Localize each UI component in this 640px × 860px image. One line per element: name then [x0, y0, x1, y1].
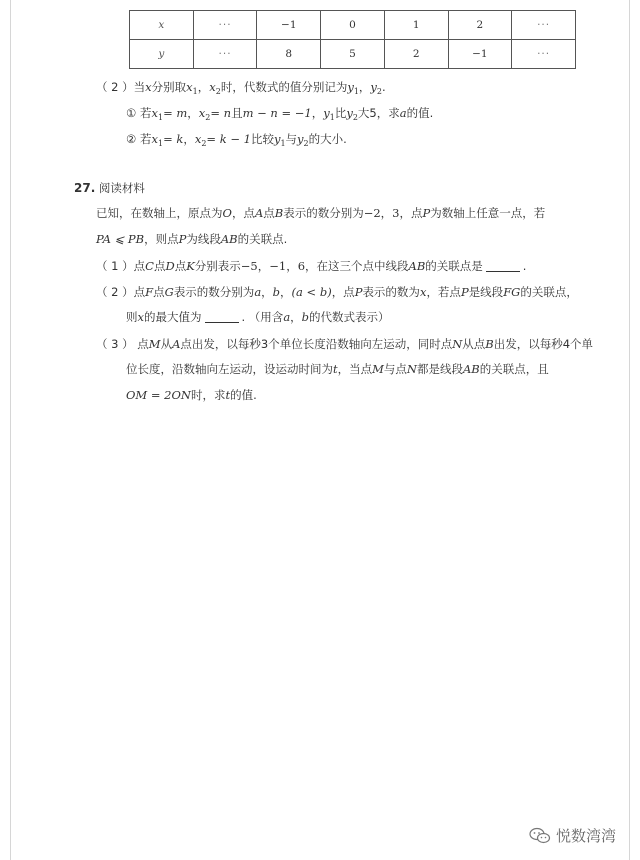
table-cell: x: [130, 11, 194, 40]
value-table: [129, 10, 576, 69]
q27-heading: [74, 180, 145, 196]
watermark-text: 悦数湾湾: [555, 827, 616, 845]
table-cell: 8: [257, 40, 321, 69]
table-cell: ···: [193, 40, 257, 69]
question-title: 阅读材料: [98, 181, 145, 195]
question-number: 27.: [74, 181, 96, 195]
table-cell: 0: [321, 11, 385, 40]
q27-part1: （ 1 ）点C点D点K分别表示−5，−1，6，在这三个点中线段AB的关联点是 .: [96, 259, 527, 273]
q27-part3: （ 3 ） 点M从A点出发，以每秒3个单位长度沿数轴向左运动，同时点N从点B出发，以每秒4个单: [96, 337, 594, 351]
table-cell: 2: [448, 11, 512, 40]
q27-part3-line3: OM = 2ON时，求t的值.: [126, 388, 257, 402]
table-cell: ···: [512, 11, 576, 40]
q26-sub1: ① 若$x_1= m$，$x_2= n$且m − n = −1，$y_1$比$y_2$大5，求a的值.: [126, 106, 434, 122]
q26-part2: （ 2 ）当x分别取$x_1$，$x_2$时，代数式的值分别记为$y_1$，$y_2$.: [96, 80, 386, 96]
table-cell: ···: [512, 40, 576, 69]
q27-part2: （ 2 ）点F点G表示的数分别为a，b，(a < b)，点P表示的数为x，若点P是线段FG的关联点，: [96, 285, 578, 299]
table-cell: 5: [321, 40, 385, 69]
q26-sub2: ② 若$x_1= k$，$x_2= k - 1$比较$y_1$与$y_2$的大小.: [126, 132, 347, 148]
watermark: [529, 825, 616, 846]
q27-part3-line2: 位长度，沿数轴向左运动，设运动时间为t，当点M与点N都是线段AB的关联点，且: [126, 362, 549, 376]
table-cell: 2: [384, 40, 448, 69]
page-border: [10, 0, 630, 860]
table-cell: ···: [193, 11, 257, 40]
table-cell: 1: [384, 11, 448, 40]
q27-intro-line2: PA ⩽ PB，则点P为线段AB的关联点.: [96, 232, 288, 246]
answer-blank: [205, 321, 239, 323]
table-cell: −1: [448, 40, 512, 69]
table-row: [130, 11, 576, 40]
table-cell: y: [130, 40, 194, 69]
q27-intro-line1: 已知，在数轴上，原点为O，点A点B表示的数分别为−2，3，点P为数轴上任意一点，若: [96, 206, 546, 220]
table-row: [130, 40, 576, 69]
answer-blank: [486, 270, 520, 272]
wechat-icon: [529, 827, 551, 845]
q27-part2-line2: 则x的最大值为 . （用含a，b的代数式表示）: [126, 310, 390, 324]
table-cell: −1: [257, 11, 321, 40]
